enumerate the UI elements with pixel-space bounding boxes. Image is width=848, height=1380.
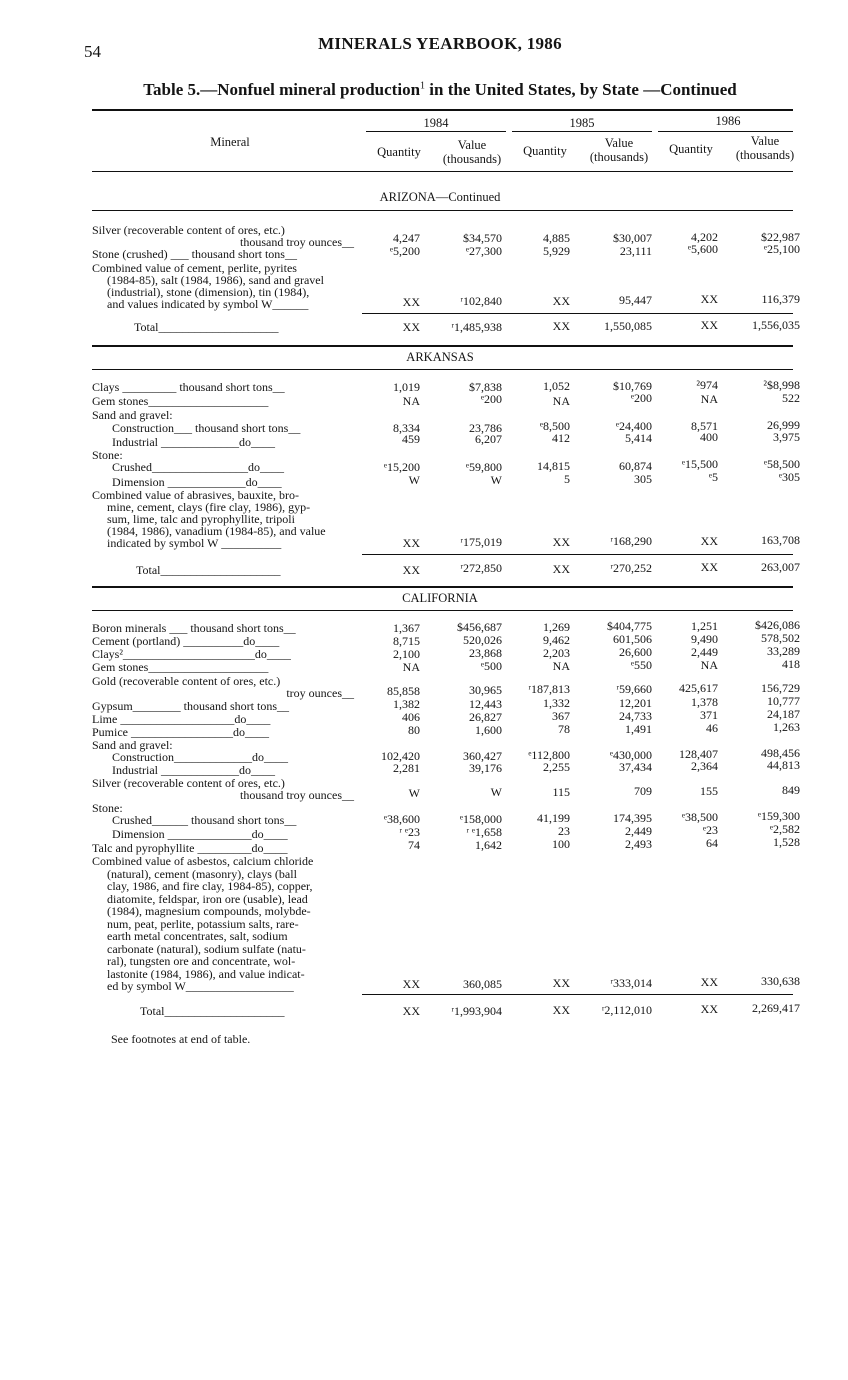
cell-1985-quantity: 9,462: [543, 633, 570, 647]
cell-1985-quantity: XX: [552, 535, 570, 549]
cell-1986-value: 2,269,417: [752, 1001, 800, 1015]
section-rule: [92, 210, 793, 211]
cell-1985-value: $30,007: [613, 231, 652, 245]
cell-1984-quantity: XX: [402, 563, 420, 577]
cell-1984-quantity: 85,858: [387, 684, 420, 698]
section-title-california: CALIFORNIA: [402, 591, 478, 605]
cell-1986-value: ᵉ25,100: [763, 242, 800, 256]
cell-1986-value: 26,999: [767, 418, 800, 432]
cell-1986-quantity: 8,571: [691, 419, 718, 433]
cell-1986-value: ᵉ2,582: [769, 822, 800, 836]
cell-1986-quantity: 128,407: [679, 747, 718, 761]
cell-1985-quantity: 412: [552, 431, 570, 445]
row-label: Crushed________________do____: [112, 460, 284, 474]
cell-1986-value: 498,456: [761, 746, 800, 760]
cell-1985-quantity: ᵉ112,800: [528, 748, 570, 762]
cell-1985-quantity: 2,203: [543, 646, 570, 660]
cell-1986-value: 1,263: [773, 720, 800, 734]
column-header-mineral: Mineral: [210, 135, 250, 149]
cell-1984-value: W: [490, 473, 502, 487]
section-title-arkansas: ARKANSAS: [406, 350, 474, 364]
cell-1985-quantity: 115: [552, 785, 570, 799]
cell-1986-value: 1,528: [773, 835, 800, 849]
cell-1985-value: ʳ59,660: [616, 682, 652, 696]
year-rule-1986: [658, 131, 793, 132]
running-head: MINERALS YEARBOOK, 1986: [318, 34, 562, 53]
total-label: Total____________________: [136, 563, 281, 577]
row-label-continued: ral), tungsten ore and concentrate, wol-: [107, 954, 296, 968]
cell-1985-quantity: 14,815: [537, 459, 570, 473]
row-label: Clays²______________________do____: [92, 647, 291, 661]
column-header-value-1984: [434, 138, 510, 166]
year-header-1984: 1984: [423, 116, 449, 130]
cell-1984-quantity: W: [408, 786, 420, 800]
cell-1986-value: 3,975: [773, 430, 800, 444]
cell-1985-quantity: 1,269: [543, 620, 570, 634]
cell-1985-value: ᵉ24,400: [615, 419, 652, 433]
cell-1986-value: 849: [782, 783, 800, 797]
cell-1986-quantity: 2,364: [691, 759, 718, 773]
cell-1985-value: 1,550,085: [604, 319, 652, 333]
row-label-continued: ed by symbol W__________________: [107, 979, 294, 993]
cell-1985-value: 24,733: [619, 709, 652, 723]
cell-1984-quantity: ʳ ᵉ23: [399, 825, 420, 839]
cell-1986-value: ᵉ159,300: [757, 809, 800, 823]
cell-1984-quantity: XX: [402, 295, 420, 309]
cell-1984-value: $456,687: [457, 620, 502, 634]
cell-1984-quantity: 2,100: [393, 647, 420, 661]
cell-1984-value: ʳ1,993,904: [451, 1004, 502, 1018]
cell-1985-value: 2,449: [625, 824, 652, 838]
cell-1985-quantity: XX: [552, 319, 570, 333]
cell-1985-value: $10,769: [613, 379, 652, 393]
cell-1984-value: W: [490, 785, 502, 799]
cell-1986-quantity: XX: [700, 534, 718, 548]
cell-1984-quantity: 2,281: [393, 761, 420, 775]
cell-1986-value: 163,708: [761, 533, 800, 547]
cell-1984-quantity: XX: [402, 536, 420, 550]
cell-1984-value: ᵉ500: [480, 659, 502, 673]
cell-1985-value: ʳ168,290: [610, 534, 652, 548]
cell-1984-value: ᵉ59,800: [465, 460, 502, 474]
row-label: Stone:: [92, 801, 123, 815]
cell-1985-value: 12,201: [619, 696, 652, 710]
cell-1986-quantity: 1,378: [691, 695, 718, 709]
cell-1985-value: 60,874: [619, 459, 652, 473]
cell-1984-quantity: 1,382: [393, 697, 420, 711]
cell-1985-value: $404,775: [607, 619, 652, 633]
cell-1985-quantity: ᵉ8,500: [539, 419, 570, 433]
row-label-unit: troy ounces__: [286, 686, 354, 700]
cell-1984-quantity: 102,420: [381, 749, 420, 763]
value-label: Value: [604, 136, 634, 150]
row-label: Stone (crushed) ___ thousand short tons__: [92, 247, 297, 261]
cell-1984-quantity: XX: [402, 320, 420, 334]
row-label-continued: earth metal concentrates, salt, sodium: [107, 929, 288, 943]
cell-1984-value: 360,427: [463, 749, 502, 763]
footnote-text: See footnotes at end of table.: [111, 1032, 251, 1046]
page-number: 54: [84, 42, 101, 61]
cell-1984-value: 23,786: [469, 421, 502, 435]
row-label-continued: (1984-85), salt (1984, 1986), sand and gravel: [107, 273, 324, 287]
row-label: Construction_____________do____: [112, 750, 288, 764]
row-label-continued: mine, cement, clays (fire clay, 1986), gyp-: [107, 500, 311, 514]
cell-1985-quantity: 4,885: [543, 231, 570, 245]
cell-1985-value: 1,491: [625, 722, 652, 736]
cell-1984-value: ʳ ᵉ1,658: [466, 825, 502, 839]
cell-1985-value: 2,493: [625, 837, 652, 851]
cell-1986-quantity: 64: [706, 836, 718, 850]
total-rule: [362, 554, 793, 555]
header-bottom-rule: [92, 171, 793, 172]
row-label-continued: carbonate (natural), sodium sulfate (natu-: [107, 941, 306, 956]
row-label-continued: indicated by symbol W __________: [107, 536, 282, 550]
section-rule: [92, 369, 793, 370]
cell-1985-value: ᵉ550: [630, 658, 652, 672]
cell-1986-value: 578,502: [761, 631, 800, 645]
cell-1985-quantity: NA: [552, 659, 570, 673]
row-label: Pumice _________________do____: [92, 725, 269, 739]
cell-1985-value: 23,111: [619, 244, 652, 258]
row-label: Stone:: [92, 448, 123, 462]
cell-1986-quantity: ᵉ5,600: [687, 242, 718, 256]
cell-1984-value: ᵉ158,000: [459, 812, 502, 826]
cell-1984-value: 39,176: [469, 761, 502, 775]
row-label: Gem stones____________________: [92, 394, 269, 408]
row-label: Sand and gravel:: [92, 408, 173, 422]
cell-1985-quantity: 5: [564, 472, 570, 486]
year-rule-1985: [512, 131, 652, 132]
table-title-text: Table 5.—Nonfuel mineral production: [143, 80, 421, 99]
total-label: Total____________________: [134, 320, 279, 334]
cell-1986-quantity: ᵉ38,500: [681, 810, 718, 824]
cell-1986-quantity: ᵉ5: [708, 470, 718, 484]
cell-1985-value: 601,506: [613, 632, 652, 646]
cell-1984-value: $34,570: [463, 231, 502, 245]
cell-1985-quantity: 1,052: [543, 379, 570, 393]
cell-1984-value: 12,443: [469, 697, 502, 711]
cell-1984-quantity: 4,247: [393, 231, 420, 245]
cell-1986-quantity: 371: [700, 708, 718, 722]
row-label: Industrial _____________do____: [112, 763, 275, 777]
value-label: Value: [457, 138, 487, 152]
cell-1985-quantity: 100: [552, 837, 570, 851]
row-label-continued: (1984), magnesium compounds, molybde-: [107, 904, 311, 918]
cell-1986-value: $426,086: [755, 618, 800, 632]
cell-1984-value: 26,827: [469, 710, 502, 724]
row-label: Combined value of cement, perlite, pyrites: [92, 261, 297, 275]
cell-1984-quantity: XX: [402, 1004, 420, 1018]
row-label: Combined value of abrasives, bauxite, bro-: [92, 488, 299, 502]
year-header-1986: 1986: [715, 114, 741, 128]
section-rule: [92, 345, 793, 347]
row-label-continued: (industrial), stone (dimension), tin (1984),: [107, 285, 310, 299]
cell-1985-value: ᵉ200: [630, 391, 652, 405]
cell-1986-quantity: ᵉ23: [702, 823, 718, 837]
row-label: Cement (portland) __________do____: [92, 634, 280, 648]
value-units: (thousands): [589, 150, 649, 164]
cell-1986-quantity: 2,449: [691, 645, 718, 659]
row-label: Silver (recoverable content of ores, etc.): [92, 776, 285, 790]
row-label-continued: diatomite, feldspar, iron ore (usable), lead: [107, 891, 308, 906]
cell-1986-value: 116,379: [761, 292, 800, 306]
cell-1986-quantity: ²974: [696, 378, 718, 392]
cell-1986-quantity: XX: [700, 975, 718, 989]
row-label-continued: lastonite (1984, 1986), and value indicat-: [107, 966, 305, 981]
cell-1984-quantity: 406: [402, 710, 420, 724]
cell-1986-value: 330,638: [761, 974, 800, 988]
cell-1985-value: ʳ2,112,010: [601, 1003, 652, 1017]
cell-1984-value: ᵉ27,300: [465, 244, 502, 258]
cell-1985-value: ᵉ430,000: [609, 748, 652, 762]
value-units: (thousands): [735, 148, 795, 162]
cell-1984-value: ʳ102,840: [460, 294, 502, 308]
row-label-continued: (1984, 1986), vanadium (1984-85), and value: [107, 524, 326, 538]
cell-1986-quantity: 4,202: [691, 230, 718, 244]
cell-1984-value: ʳ1,485,938: [451, 320, 502, 334]
cell-1984-quantity: 74: [408, 838, 420, 852]
cell-1986-quantity: 425,617: [679, 681, 718, 695]
cell-1986-quantity: ᵉ15,500: [681, 457, 718, 471]
cell-1985-quantity: 41,199: [537, 811, 570, 825]
row-label: Lime ___________________do____: [92, 712, 271, 726]
cell-1986-quantity: NA: [700, 658, 718, 672]
cell-1984-value: $7,838: [469, 380, 502, 394]
cell-1984-quantity: ᵉ15,200: [383, 460, 420, 474]
cell-1984-value: 1,600: [475, 723, 502, 737]
row-label: Gem stones____________________: [92, 660, 269, 674]
cell-1984-value: ᵉ200: [480, 392, 502, 406]
cell-1984-value: 360,085: [463, 977, 502, 991]
cell-1986-quantity: 400: [700, 430, 718, 444]
table-title-text-rest: in the United States, by State —Continued: [425, 80, 737, 99]
total-rule: [362, 313, 793, 314]
row-label-continued: clay, 1986, and fire clay, 1984-85), copper,: [107, 879, 313, 893]
row-label: Construction___ thousand short tons__: [112, 421, 301, 435]
cell-1984-quantity: 8,715: [393, 634, 420, 648]
section-title-arizona: ARIZONA—Continued: [379, 190, 501, 204]
cell-1985-quantity: 78: [558, 722, 570, 736]
cell-1984-quantity: NA: [402, 660, 420, 674]
cell-1985-quantity: 1,332: [543, 696, 570, 710]
cell-1986-value: 418: [782, 657, 800, 671]
row-label: Combined value of asbestos, calcium chloride: [92, 854, 314, 868]
table-top-rule: [92, 109, 793, 111]
cell-1985-value: 26,600: [619, 645, 652, 659]
row-label: Silver (recoverable content of ores, etc.): [92, 223, 285, 237]
cell-1985-value: 709: [634, 784, 652, 798]
cell-1986-quantity: XX: [700, 560, 718, 574]
row-label-continued: sum, lime, talc and pyrophyllite, tripoli: [107, 512, 295, 526]
cell-1985-quantity: XX: [552, 976, 570, 990]
column-header-quantity-1985: Quantity: [523, 144, 567, 158]
value-label: Value: [750, 134, 780, 148]
section-rule: [92, 610, 793, 611]
cell-1985-value: 95,447: [619, 293, 652, 307]
cell-1986-value: 33,289: [767, 644, 800, 658]
cell-1986-value: ᵉ305: [778, 470, 800, 484]
year-header-1985: 1985: [569, 116, 595, 130]
cell-1985-quantity: 367: [552, 709, 570, 723]
total-rule: [362, 994, 793, 995]
total-label: Total____________________: [140, 1004, 285, 1018]
cell-1985-quantity: 23: [558, 824, 570, 838]
cell-1986-value: 263,007: [761, 560, 800, 574]
row-label: Gold (recoverable content of ores, etc.): [92, 674, 281, 688]
row-label-continued: num, peat, perlite, potassium salts, rare-: [107, 916, 299, 931]
column-header-value-1986: [726, 134, 804, 162]
cell-1985-quantity: 5,929: [543, 244, 570, 258]
cell-1986-quantity: XX: [700, 1002, 718, 1016]
cell-1985-value: 174,395: [613, 811, 652, 825]
cell-1984-quantity: 80: [408, 723, 420, 737]
cell-1986-value: $22,987: [761, 230, 800, 244]
cell-1985-quantity: XX: [552, 562, 570, 576]
row-label: Talc and pyrophyllite _________do____: [92, 841, 288, 855]
cell-1984-quantity: 1,019: [393, 380, 420, 394]
row-label: Industrial _____________do____: [112, 435, 275, 449]
cell-1986-quantity: XX: [700, 318, 718, 332]
cell-1986-value: ²$8,998: [763, 378, 800, 392]
cell-1984-quantity: W: [408, 473, 420, 487]
cell-1984-quantity: 459: [402, 432, 420, 446]
cell-1986-quantity: 9,490: [691, 632, 718, 646]
cell-1986-quantity: 46: [706, 721, 718, 735]
cell-1985-value: 5,414: [625, 431, 652, 445]
cell-1984-value: 1,642: [475, 838, 502, 852]
cell-1986-quantity: 1,251: [691, 619, 718, 633]
row-label-unit: thousand troy ounces__: [240, 235, 354, 249]
cell-1986-value: 24,187: [767, 707, 800, 721]
cell-1984-quantity: XX: [402, 977, 420, 991]
row-label: Crushed______ thousand short tons__: [112, 813, 297, 827]
row-label: Gypsum________ thousand short tons__: [92, 699, 290, 713]
row-label-unit: thousand troy ounces__: [240, 788, 354, 802]
cell-1985-quantity: ʳ187,813: [528, 682, 570, 696]
row-label: Sand and gravel:: [92, 738, 173, 752]
row-label: Dimension _____________do____: [112, 475, 282, 489]
cell-1985-value: 305: [634, 472, 652, 486]
cell-1984-quantity: NA: [402, 394, 420, 408]
cell-1985-value: ʳ333,014: [610, 976, 652, 990]
row-label-continued: and values indicated by symbol W______: [107, 297, 309, 311]
cell-1985-quantity: NA: [552, 394, 570, 408]
cell-1986-value: 156,729: [761, 681, 800, 695]
cell-1985-quantity: 2,255: [543, 760, 570, 774]
table-title-footnote-mark: 1: [420, 80, 426, 92]
column-header-quantity-1984: Quantity: [377, 145, 421, 159]
cell-1985-quantity: XX: [552, 1003, 570, 1017]
cell-1984-value: 23,868: [469, 646, 502, 660]
cell-1986-value: 522: [782, 391, 800, 405]
table-title: [0, 80, 848, 100]
cell-1985-quantity: XX: [552, 294, 570, 308]
column-header-value-1985: [580, 136, 658, 164]
cell-1984-value: 30,965: [469, 683, 502, 697]
cell-1984-value: 6,207: [475, 432, 502, 446]
section-rule: [92, 586, 793, 588]
cell-1986-value: 44,813: [767, 758, 800, 772]
cell-1984-quantity: 8,334: [393, 421, 420, 435]
cell-1984-value: ʳ175,019: [460, 535, 502, 549]
column-header-quantity-1986: Quantity: [669, 142, 713, 156]
row-label: Dimension ______________do____: [112, 827, 288, 841]
cell-1986-value: ᵉ58,500: [763, 457, 800, 471]
cell-1986-quantity: 155: [700, 784, 718, 798]
cell-1986-quantity: NA: [700, 392, 718, 406]
cell-1986-value: 10,777: [767, 694, 800, 708]
cell-1984-quantity: ᵉ5,200: [389, 244, 420, 258]
cell-1984-quantity: ᵉ38,600: [383, 812, 420, 826]
year-rule-1984: [366, 131, 506, 132]
cell-1984-quantity: 1,367: [393, 621, 420, 635]
cell-1986-quantity: XX: [700, 292, 718, 306]
row-label-continued: (natural), cement (masonry), clays (ball: [107, 866, 297, 881]
cell-1985-value: 37,434: [619, 760, 652, 774]
cell-1984-value: 520,026: [463, 633, 502, 647]
cell-1986-value: 1,556,035: [752, 318, 800, 332]
cell-1985-value: ʳ270,252: [610, 561, 652, 575]
row-label: Clays _________ thousand short tons__: [92, 380, 285, 394]
row-label: Boron minerals ___ thousand short tons__: [92, 621, 296, 635]
value-units: (thousands): [442, 152, 502, 166]
cell-1984-value: ʳ272,850: [460, 561, 502, 575]
